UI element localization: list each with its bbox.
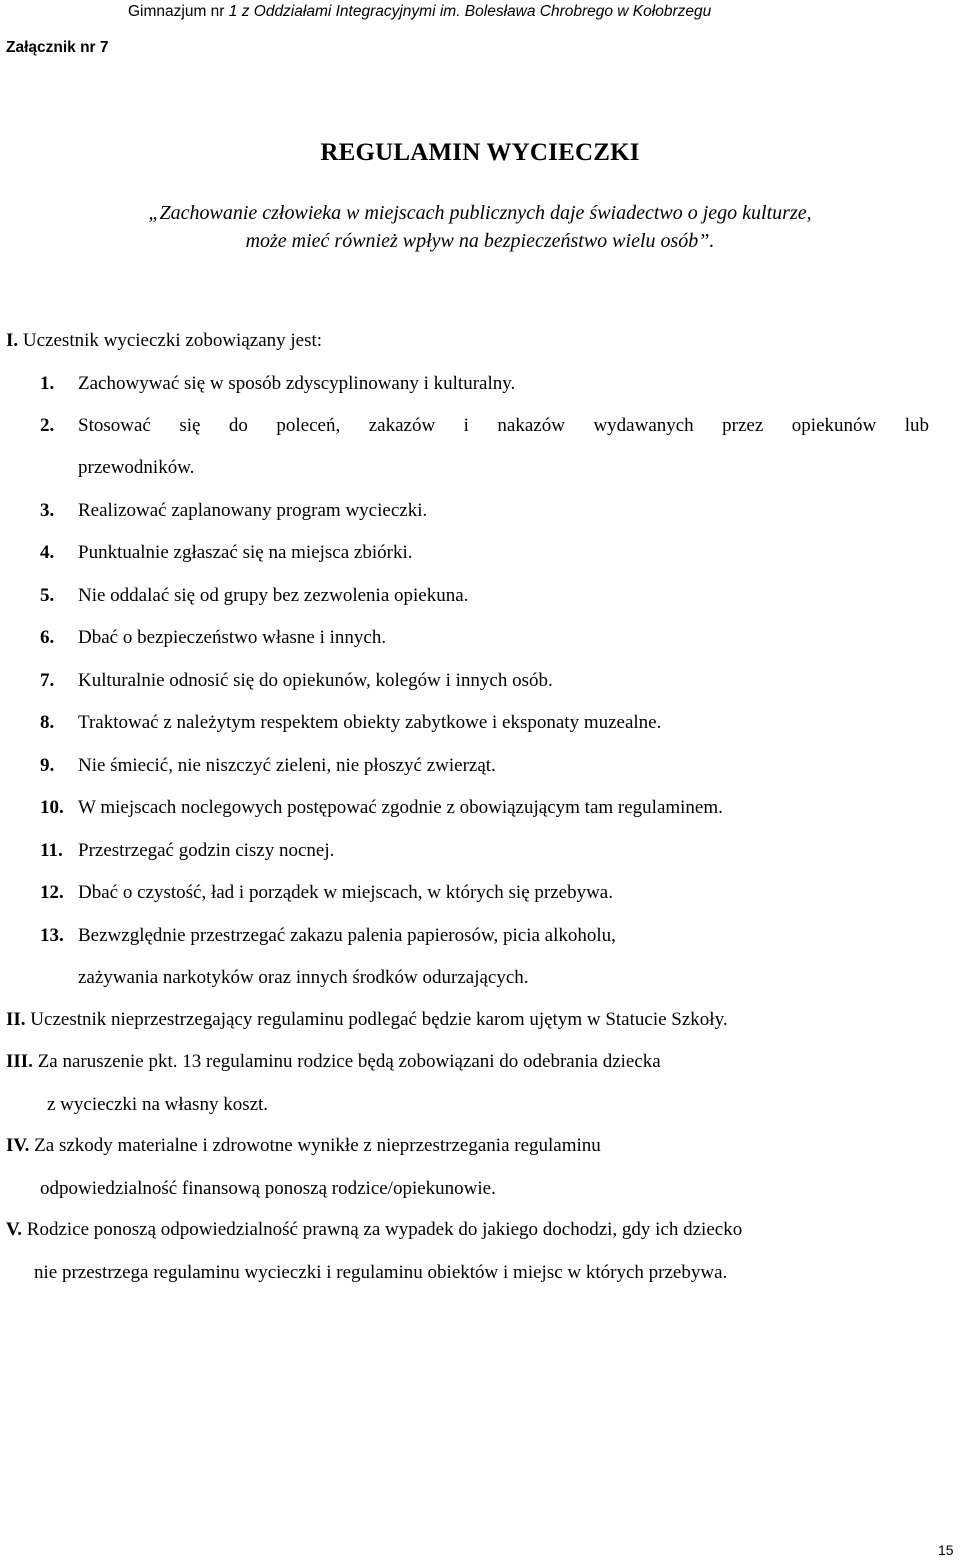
- motto-line-2: może mieć również wpływ na bezpieczeństwo wielu osób”.: [245, 230, 715, 252]
- list-item: [40, 671, 54, 690]
- item-number: 10.: [40, 797, 64, 818]
- item-number: 6.: [40, 627, 55, 648]
- item-number: 1.: [40, 373, 55, 394]
- list-item: [40, 841, 63, 860]
- item-number: 7.: [40, 670, 55, 691]
- section-5-text: Rodzice ponoszą odpowiedzialność prawną za wypadek do jakiego dochodzi, gdy ich dziecko: [26, 1219, 743, 1240]
- section-4-text: Za szkody materialne i zdrowotne wynikłe z nieprzestrzegania regulaminu: [34, 1135, 601, 1156]
- school-header-name: 1 z Oddziałami Integracyjnymi im. Bolesława Chrobrego w Kołobrzegu: [228, 3, 712, 20]
- item-number: 12.: [40, 882, 64, 903]
- school-header: [128, 4, 711, 20]
- motto-line-1: „Zachowanie człowieka w miejscach publicznych daje świadectwo o jego kulturze,: [148, 202, 812, 224]
- item-text: Punktualnie zgłaszać się na miejsca zbiórki.: [78, 542, 413, 563]
- list-item: [40, 501, 54, 520]
- list-item: [40, 883, 64, 902]
- section-3-text: Za naruszenie pkt. 13 regulaminu rodzice będą zobowiązani do odebrania dziecka: [37, 1051, 661, 1072]
- item-text: Dbać o czystość, ład i porządek w miejscach, w których się przebywa.: [78, 882, 613, 903]
- item-text: Bezwzględnie przestrzegać zakazu palenia papierosów, picia alkoholu,: [78, 925, 616, 946]
- item-number: 9.: [40, 755, 55, 776]
- section-4-label: IV.: [6, 1135, 30, 1156]
- list-item: [40, 926, 64, 945]
- item-text: Stosować się do poleceń, zakazów i nakazów wydawanych przez opiekunów lub: [78, 415, 929, 436]
- item-text: Dbać o bezpieczeństwo własne i innych.: [78, 627, 387, 648]
- school-header-prefix: Gimnazjum nr: [128, 3, 229, 20]
- item-text: W miejscach noclegowych postępować zgodnie z obowiązującym tam regulaminem.: [78, 797, 723, 818]
- item-text: Przestrzegać godzin ciszy nocnej.: [78, 840, 335, 861]
- list-item: [40, 416, 54, 435]
- section-3-label: III.: [6, 1051, 33, 1072]
- item-number: 4.: [40, 542, 55, 563]
- item-text: Traktować z należytym respektem obiekty zabytkowe i eksponaty muzealne.: [78, 712, 662, 733]
- item-text-continuation: przewodników.: [78, 457, 195, 478]
- item-text: Nie oddalać się od grupy bez zezwolenia opiekuna.: [78, 585, 469, 606]
- section-5: [6, 1220, 742, 1239]
- item-number: 13.: [40, 925, 64, 946]
- item-number: 5.: [40, 585, 55, 606]
- list-item: [40, 756, 54, 775]
- section-1-heading-text: Uczestnik wycieczki zobowiązany jest:: [22, 330, 323, 351]
- section-4-continuation: odpowiedzialność finansową ponoszą rodzice/opiekunowie.: [40, 1178, 496, 1199]
- section-1-heading: [6, 331, 322, 350]
- section-3: [6, 1052, 661, 1071]
- section-2-label: II.: [6, 1009, 26, 1030]
- section-5-continuation: nie przestrzega regulaminu wycieczki i regulaminu obiektów i miejsc w których przebywa.: [34, 1262, 728, 1283]
- item-text: Nie śmiecić, nie niszczyć zieleni, nie płoszyć zwierząt.: [78, 755, 496, 776]
- item-text: Kulturalnie odnosić się do opiekunów, kolegów i innych osób.: [78, 670, 553, 691]
- list-item: [40, 798, 64, 817]
- item-number: 2.: [40, 415, 55, 436]
- item-number: 11.: [40, 840, 63, 861]
- section-1-label: I.: [6, 330, 19, 351]
- annex-label: Załącznik nr 7: [6, 39, 109, 56]
- list-item: [40, 586, 54, 605]
- section-3-continuation: z wycieczki na własny koszt.: [47, 1094, 269, 1115]
- page-number: 15: [938, 1542, 954, 1558]
- list-item: [40, 543, 54, 562]
- list-item: [40, 713, 54, 732]
- list-item: [40, 374, 54, 393]
- item-text-continuation: zażywania narkotyków oraz innych środków odurzających.: [78, 967, 529, 988]
- section-2: [6, 1010, 728, 1029]
- item-text: Realizować zaplanowany program wycieczki.: [78, 500, 428, 521]
- document-title: REGULAMIN WYCIECZKI: [320, 139, 640, 166]
- item-number: 3.: [40, 500, 55, 521]
- list-item: [40, 628, 54, 647]
- section-5-label: V.: [6, 1219, 23, 1240]
- section-4: [6, 1136, 601, 1155]
- item-text: Zachowywać się w sposób zdyscyplinowany i kulturalny.: [78, 373, 516, 394]
- item-number: 8.: [40, 712, 55, 733]
- section-2-text: Uczestnik nieprzestrzegający regulaminu podlegać będzie karom ujętym w Statucie Szkoły.: [30, 1009, 728, 1030]
